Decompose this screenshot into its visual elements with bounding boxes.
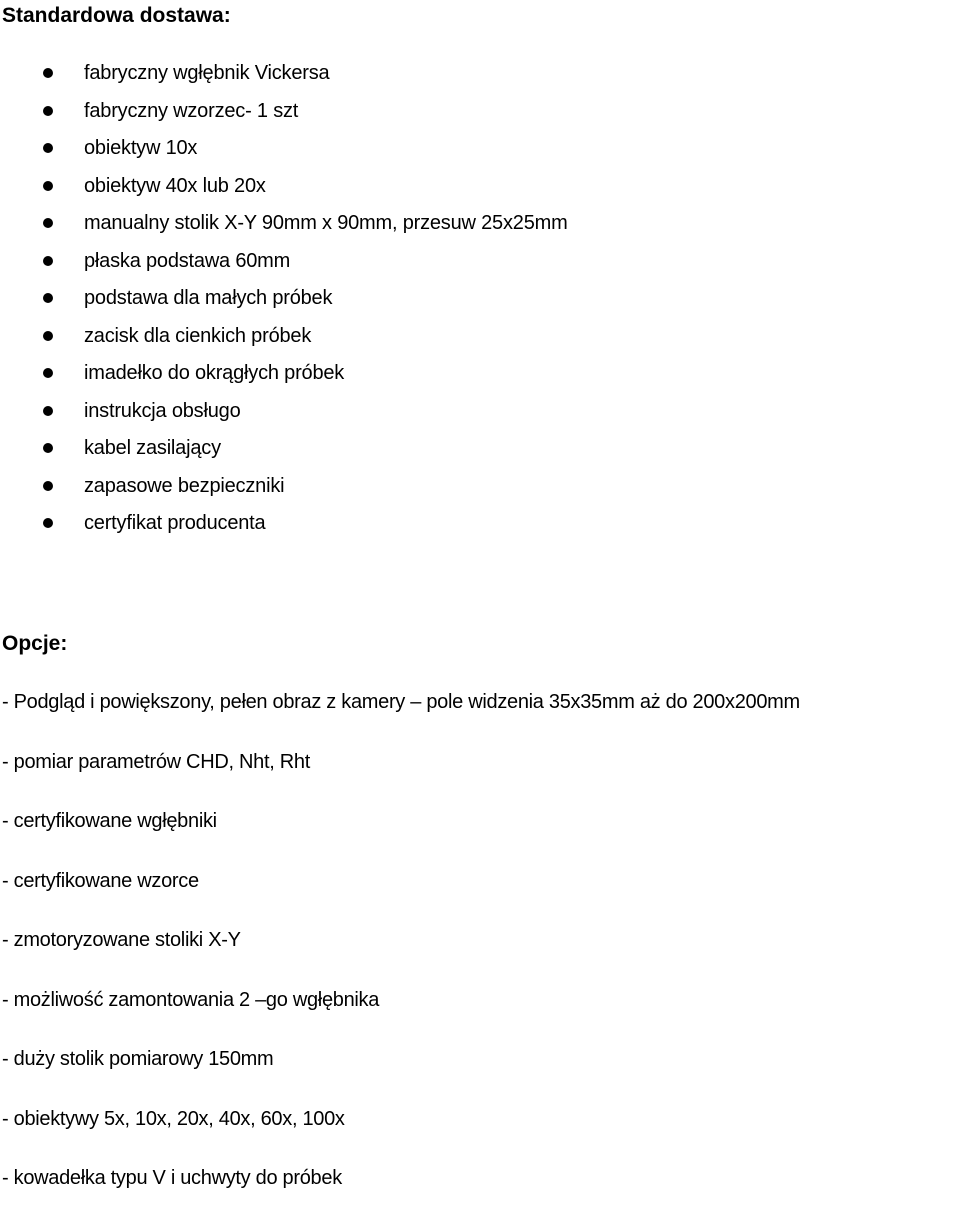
bullet-icon <box>43 331 53 341</box>
list-item-label: obiektyw 40x lub 20x <box>84 174 266 197</box>
bullet-icon <box>43 368 53 378</box>
list-item-label: fabryczny wgłębnik Vickersa <box>84 62 330 84</box>
list-item-label: zapasowe bezpieczniki <box>84 474 285 497</box>
list-item-label: zacisk dla cienkich próbek <box>84 324 312 347</box>
bullet-icon <box>43 106 53 116</box>
list-item-label: instrukcja obsługo <box>84 399 241 422</box>
bullet-icon <box>43 481 53 491</box>
bullet-icon <box>43 406 53 416</box>
list-item-label: obiektyw 10x <box>84 137 198 159</box>
option-item: - zmotoryzowane stoliki X-Y <box>2 929 241 951</box>
list-item-label: podstawa dla małych próbek <box>84 287 333 309</box>
bullet-icon <box>43 218 53 228</box>
list-item-label: imadełko do okrągłych próbek <box>84 362 345 384</box>
list-item-label: manualny stolik X-Y 90mm x 90mm, przesuw 25x25mm <box>84 212 568 234</box>
bullet-icon <box>43 68 53 78</box>
option-item: - kowadełka typu V i uchwyty do próbek <box>2 1167 342 1189</box>
option-item: - obiektywy 5x, 10x, 20x, 40x, 60x, 100x <box>2 1107 345 1130</box>
bullet-icon <box>43 518 53 528</box>
option-item: - pomiar parametrów CHD, Nht, Rht <box>2 750 310 773</box>
bullet-icon <box>43 256 53 266</box>
bullet-icon <box>43 143 53 153</box>
standard-delivery-heading: Standardowa dostawa: <box>2 4 231 27</box>
list-item-label: płaska podstawa 60mm <box>84 249 291 272</box>
option-item: - certyfikowane wzorce <box>2 869 199 892</box>
option-item: - możliwość zamontowania 2 –go wgłębnika <box>2 988 380 1011</box>
option-item: - Podgląd i powiększony, pełen obraz z kamery – pole widzenia 35x35mm aż do 200x200mm <box>2 691 800 713</box>
bullet-icon <box>43 293 53 303</box>
list-item-label: kabel zasilający <box>84 437 221 459</box>
bullet-icon <box>43 443 53 453</box>
options-heading: Opcje: <box>2 632 68 655</box>
option-item: - duży stolik pomiarowy 150mm <box>2 1048 274 1070</box>
option-item: - certyfikowane wgłębniki <box>2 810 217 832</box>
list-item-label: fabryczny wzorzec- 1 szt <box>84 99 299 122</box>
options-list <box>2 687 800 1223</box>
bullet-icon <box>43 181 53 191</box>
list-item-label: certyfikat producenta <box>84 512 266 534</box>
